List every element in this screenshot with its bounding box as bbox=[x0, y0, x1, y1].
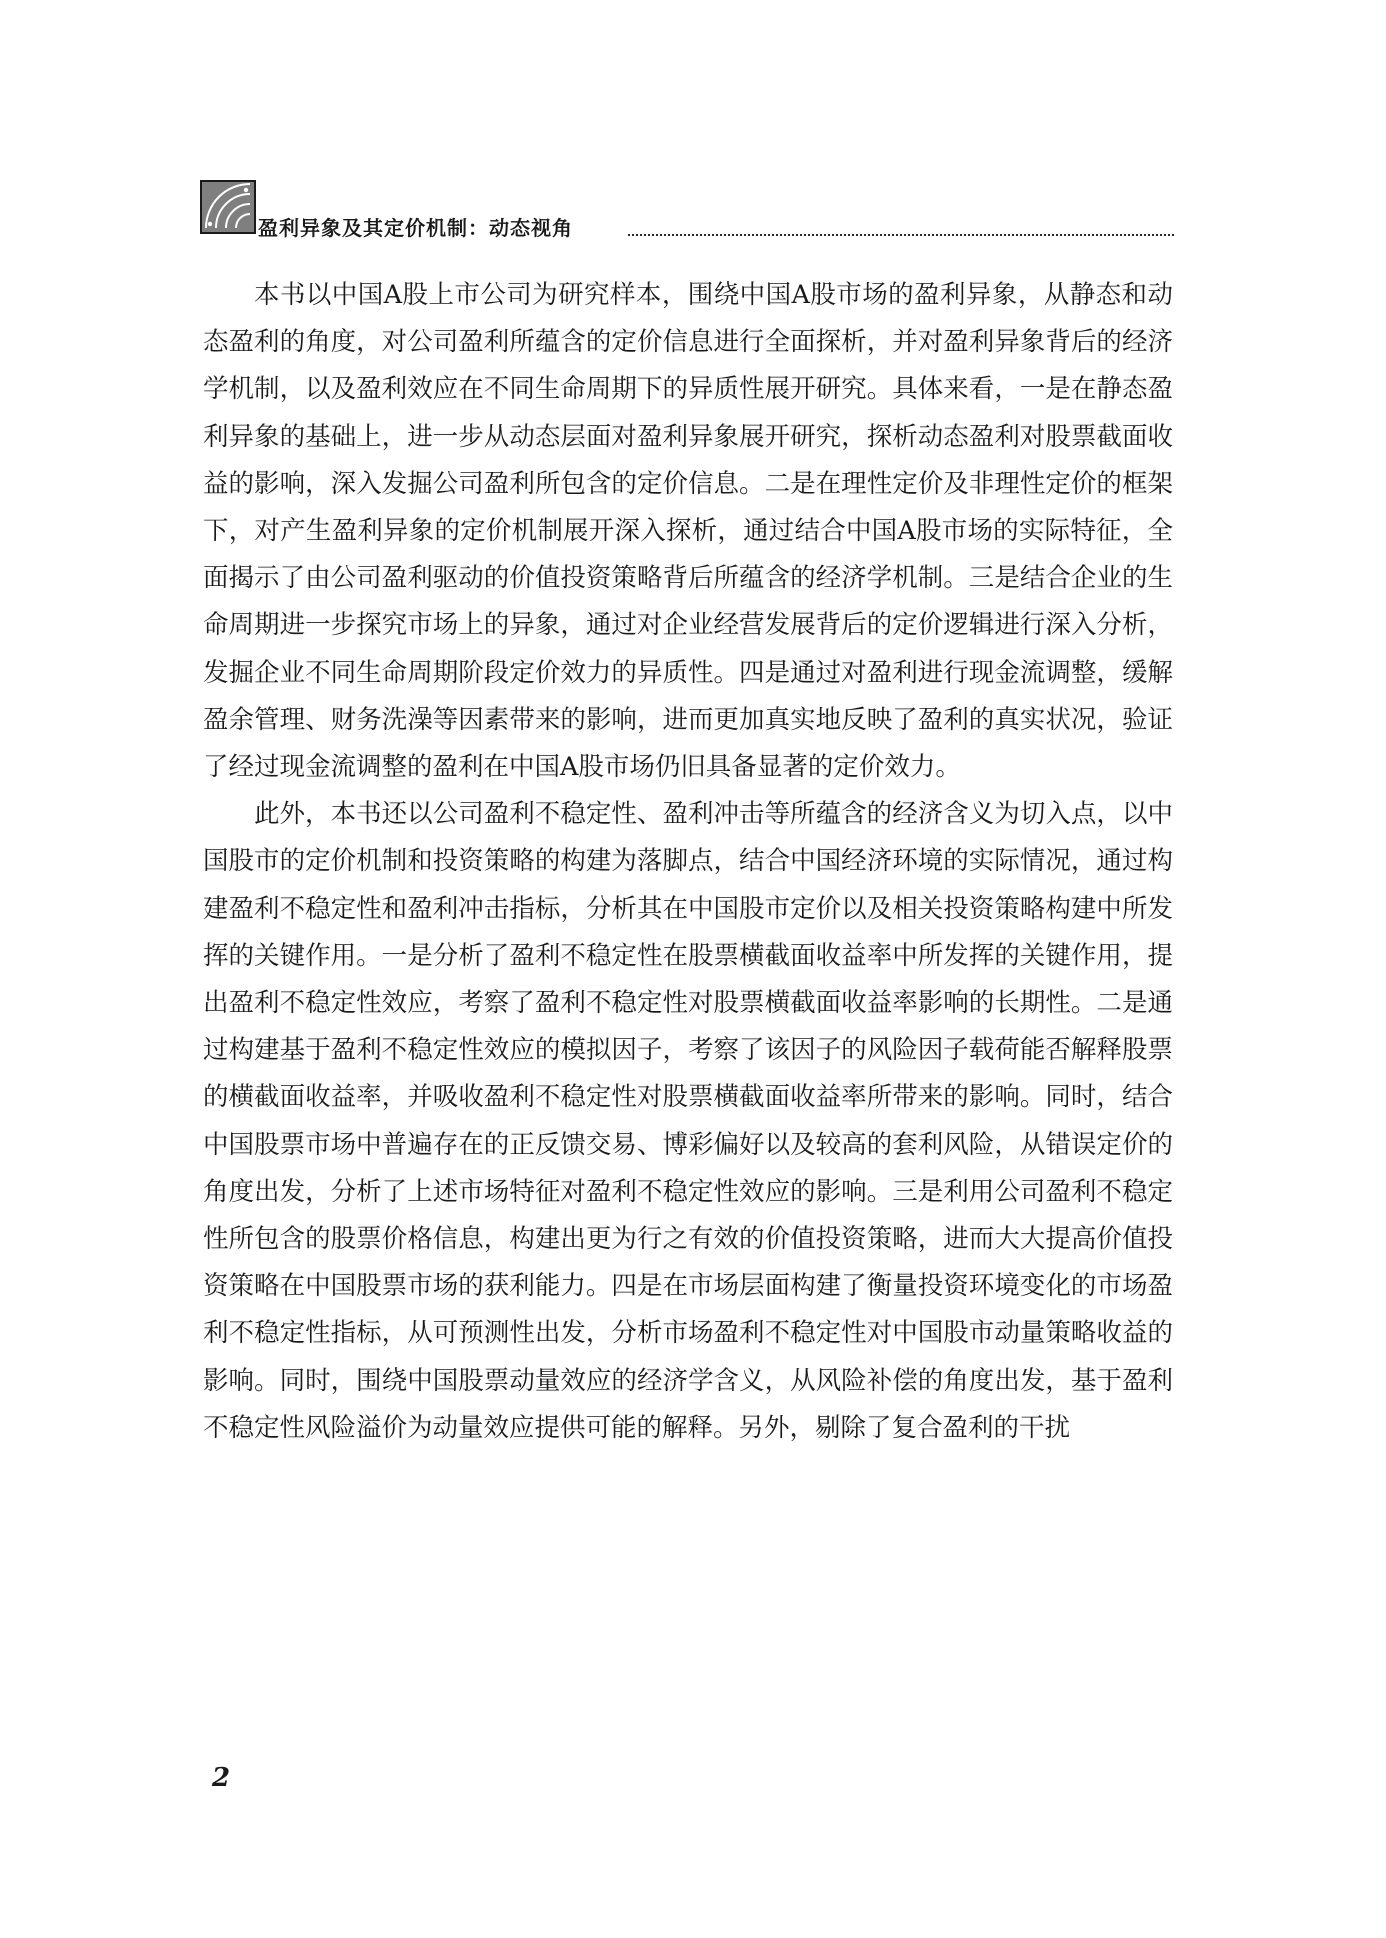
paragraph-1: 本书以中国A股上市公司为研究样本，围绕中国A股市场的盈利异象，从静态和动态盈利的角度，对公司盈利所蕴含的定价信息进行全面探析，并对盈利异象背后的经济学机制，以及盈利效应在不同生命周期下的异质性展开研究。具体来看，一是在静态盈利异象的基础上，进一步从动态层面对盈利异象展开研究，探析动态盈利对股票截面收益的影响，深入发掘公司盈利所包含的定价信息。二是在理性定价及非理性定价的框架下，对产生盈利异象的定价机制展开深入探析，通过结合中国A股市场的实际特征，全面揭示了由公司盈利驱动的价值投资策略背后所蕴含的经济学机制。三是结合企业的生命周期进一步探究市场上的异象，通过对企业经营发展背后的定价逻辑进行深入分析，发掘企业不同生命周期阶段定价效力的异质性。四是通过对盈利进行现金流调整，缓解盈余管理、财务洗澡等因素带来的影响，进而更加真实地反映了盈利的真实状况，验证了经过现金流调整的盈利在中国A股市场仍旧具备显著的定价效力。 bbox=[203, 280, 1173, 783]
running-title: 盈利异象及其定价机制：动态视角 bbox=[258, 216, 573, 240]
page-number: 2 bbox=[212, 1763, 231, 1793]
running-header bbox=[200, 180, 1175, 242]
book-corner-ornament-icon bbox=[200, 180, 256, 234]
paragraph-2: 此外，本书还以公司盈利不稳定性、盈利冲击等所蕴含的经济含义为切入点，以中国股市的定价机制和投资策略的构建为落脚点，结合中国经济环境的实际情况，通过构建盈利不稳定性和盈利冲击指标，分析其在中国股市定价以及相关投资策略构建中所发挥的关键作用。一是分析了盈利不稳定性在股票横截面收益率中所发挥的关键作用，提出盈利不稳定性效应，考察了盈利不稳定性对股票横截面收益率影响的长期性。二是通过构建基于盈利不稳定性效应的模拟因子，考察了该因子的风险因子载荷能否解释股票的横截面收益率，并吸收盈利不稳定性对股票横截面收益率所带来的影响。同时，结合中国股票市场中普遍存在的正反馈交易、博彩偏好以及较高的套利风险，从错误定价的角度出发，分析了上述市场特征对盈利不稳定性效应的影响。三是利用公司盈利不稳定性所包含的股票价格信息，构建出更为行之有效的价值投资策略，进而大大提高价值投资策略在中国股票市场的获利能力。四是在市场层面构建了衡量投资环境变化的市场盈利不稳定性指标，从可预测性出发，分析市场盈利不稳定性对中国股市动量策略收益的影响。同时，围绕中国股票动量效应的经济学含义，从风险补偿的角度出发，基于盈利不稳定性风险溢价为动量效应提供可能的解释。另外，剔除了复合盈利的干扰 bbox=[203, 799, 1173, 1443]
header-dotted-rule bbox=[628, 234, 1174, 236]
body-text bbox=[203, 272, 1173, 1452]
ornament-arcs bbox=[202, 182, 254, 232]
